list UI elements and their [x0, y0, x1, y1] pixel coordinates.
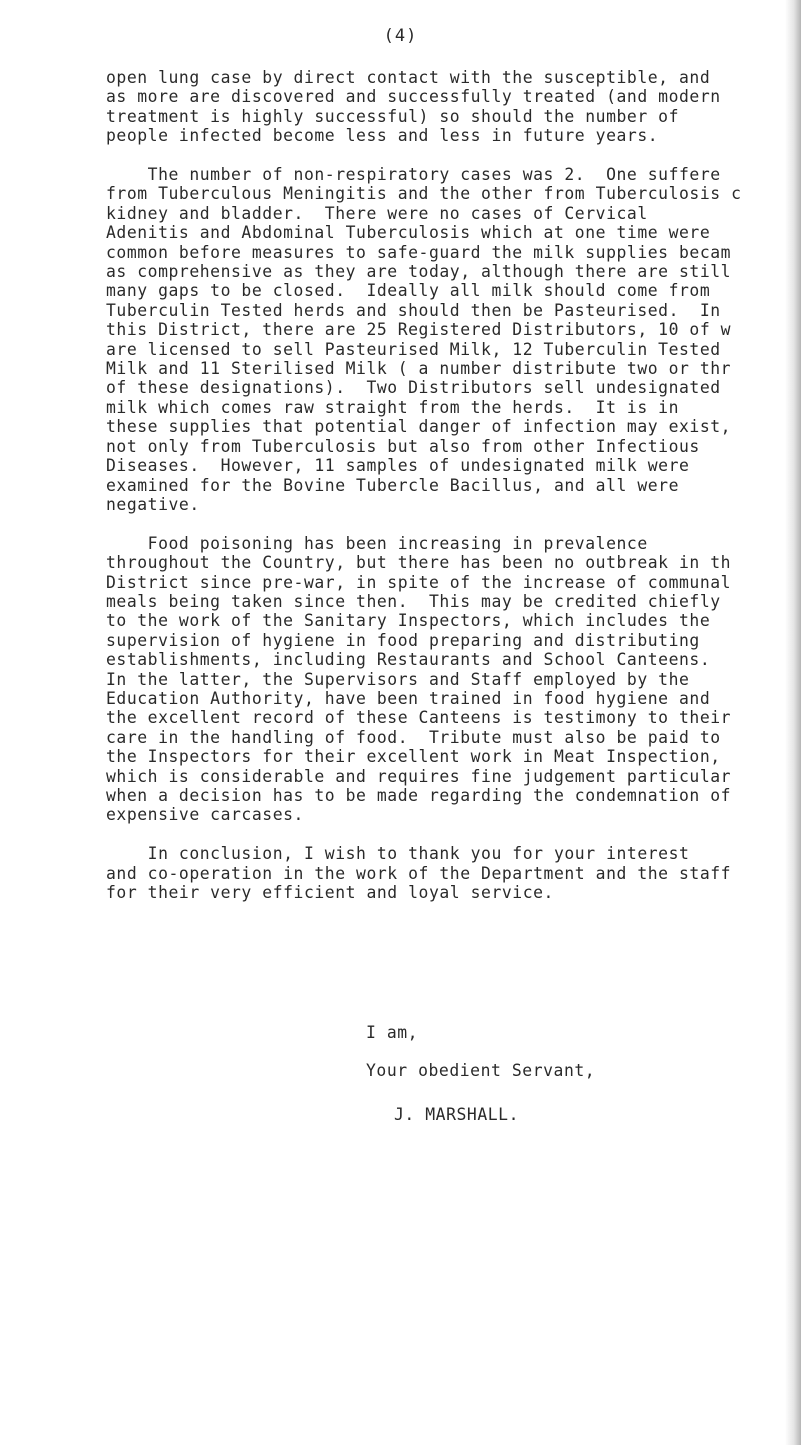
text-line: care in the handling of food. Tribute must also be paid to — [106, 727, 721, 747]
paragraph-lung-cases — [106, 68, 794, 146]
text-line: supervision of hygiene in food preparing and distributing — [106, 630, 700, 650]
signature-name: J. MARSHALL. — [394, 1105, 520, 1124]
text-line: treatment is highly successful) so should the number of — [106, 106, 679, 126]
text-line: establishments, including Restaurants and School Canteens. — [106, 650, 711, 670]
letter-body — [106, 68, 794, 922]
text-line: are licensed to sell Pasteurised Milk, 12 Tuberculin Tested — [106, 339, 721, 359]
text-line: examined for the Bovine Tubercle Bacillus, and all were — [106, 475, 679, 495]
text-line: from Tuberculous Meningitis and the other from Tuberculosis c — [106, 184, 742, 204]
paragraph-conclusion — [106, 844, 794, 902]
paragraph-food-poisoning — [106, 534, 794, 825]
text-line: District since pre-war, in spite of the increase of communal — [106, 572, 732, 592]
text-line: many gaps to be closed. Ideally all milk should come from — [106, 281, 711, 301]
text-line: which is considerable and requires fine judgement particular — [106, 766, 732, 786]
text-line: milk which comes raw straight from the herds. It is in — [106, 397, 679, 417]
text-line: the Inspectors for their excellent work in Meat Inspection, — [106, 747, 721, 767]
text-line: the excellent record of these Canteens is testimony to their — [106, 708, 732, 728]
text-line: common before measures to safe-guard the milk supplies becam — [106, 242, 732, 262]
text-line: throughout the Country, but there has been no outbreak in th — [106, 553, 732, 573]
text-line: not only from Tuberculosis but also from other Infectious — [106, 436, 700, 456]
text-line: Education Authority, have been trained in food hygiene and — [106, 688, 711, 708]
text-line: In conclusion, I wish to thank you for your interest — [106, 844, 690, 864]
text-line: Food poisoning has been increasing in prevalence — [106, 533, 648, 553]
text-line: of these designations). Two Distributors sell undesignated — [106, 378, 721, 398]
text-line: expensive carcases. — [106, 805, 304, 825]
text-line: when a decision has to be made regarding the condemnation of — [106, 786, 732, 805]
text-line: Diseases. However, 11 samples of undesignated milk were — [106, 456, 690, 476]
text-line: In the latter, the Supervisors and Staff employed by the — [106, 669, 690, 689]
text-line: Adenitis and Abdominal Tuberculosis which at one time were — [106, 223, 711, 243]
text-line: for their very efficient and loyal service. — [106, 883, 554, 903]
text-line: negative. — [106, 494, 200, 514]
text-line: kidney and bladder. There were no cases of Cervical — [106, 203, 648, 223]
page-number: (4) — [383, 26, 418, 46]
text-line: open lung case by direct contact with the susceptible, and — [106, 68, 711, 87]
text-line: people infected become less and less in future years. — [106, 126, 659, 146]
text-line: as more are discovered and successfully treated (and modern — [106, 87, 721, 107]
text-line: and co-operation in the work of the Department and the staff — [106, 863, 732, 883]
closing-salutation: I am, — [366, 1023, 419, 1042]
closing-sign-off: Your obedient Servant, — [366, 1061, 596, 1080]
text-line: these supplies that potential danger of infection may exist, — [106, 417, 732, 437]
text-line: Milk and 11 Sterilised Milk ( a number distribute two or thr — [106, 359, 732, 379]
text-line: to the work of the Sanitary Inspectors, which includes the — [106, 611, 711, 631]
text-line: meals being taken since then. This may be credited chiefly — [106, 591, 721, 611]
paragraph-non-respiratory — [106, 165, 794, 514]
text-line: Tuberculin Tested herds and should then be Pasteurised. In — [106, 300, 721, 320]
text-line: this District, there are 25 Registered Distributors, 10 of w — [106, 320, 732, 340]
text-line: as comprehensive as they are today, although there are still — [106, 262, 732, 282]
text-line: The number of non-respiratory cases was 2. One suffere — [106, 165, 721, 185]
